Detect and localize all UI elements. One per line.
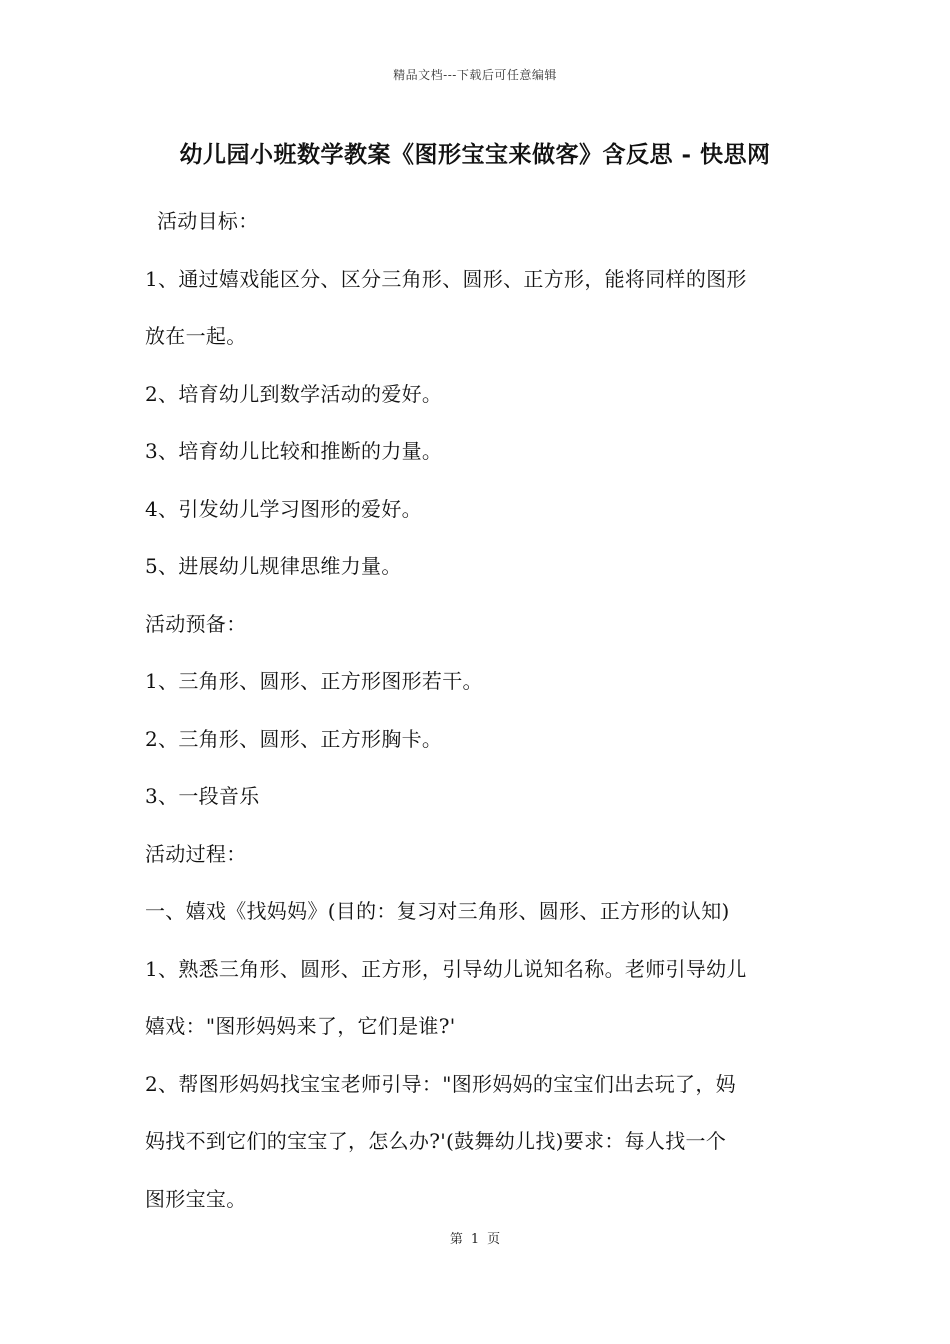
paragraph-line: 4、引发幼儿学习图形的爱好。 bbox=[145, 496, 422, 521]
paragraph-line: 1、通过嬉戏能区分、区分三角形、圆形、正方形，能将同样的图形 bbox=[145, 266, 747, 291]
paragraph-line: 3、培育幼儿比较和推断的力量。 bbox=[145, 439, 443, 463]
paragraph-line: 2、帮图形妈妈找宝宝老师引导："图形妈妈的宝宝们出去玩了，妈 bbox=[145, 1071, 736, 1096]
paragraph-line: 1、熟悉三角形、圆形、正方形，引导幼儿说知名称。老师引导幼儿 bbox=[145, 956, 747, 981]
paragraph-line: 1、三角形、圆形、正方形图形若干。 bbox=[145, 669, 483, 693]
section-heading-process: 活动过程： bbox=[145, 841, 247, 866]
paragraph-line: 2、三角形、圆形、正方形胸卡。 bbox=[145, 726, 443, 751]
paragraph-line: 3、一段音乐 bbox=[145, 784, 260, 808]
paragraph-line: 2、培育幼儿到数学活动的爱好。 bbox=[145, 381, 443, 406]
page-number-prefix: 第 bbox=[449, 1232, 463, 1247]
page-footer bbox=[0, 1228, 950, 1247]
document-body bbox=[145, 200, 815, 1235]
section-heading-objectives: 活动目标： bbox=[157, 209, 259, 233]
page-number: 1 bbox=[470, 1232, 480, 1247]
paragraph-line: 嬉戏："图形妈妈来了，它们是谁?' bbox=[145, 1014, 456, 1038]
paragraph-line: 妈找不到它们的宝宝了，怎么办?'(鼓舞幼儿找)要求：每人找一个 bbox=[145, 1129, 727, 1153]
paragraph-line: 放在一起。 bbox=[145, 324, 247, 348]
paragraph-line: 图形宝宝。 bbox=[145, 1186, 247, 1211]
document-title: 幼儿园小班数学教案《图形宝宝来做客》含反思 - 快思网 bbox=[179, 141, 771, 168]
paragraph-line: 一、嬉戏《找妈妈》(目的：复习对三角形、圆形、正方形的认知) bbox=[145, 899, 730, 923]
section-heading-preparation: 活动预备： bbox=[145, 611, 247, 636]
paragraph-line: 5、进展幼儿规律思维力量。 bbox=[145, 554, 402, 578]
page-number-suffix: 页 bbox=[487, 1232, 501, 1247]
page-header: 精品文档---下载后可任意编辑 bbox=[393, 68, 557, 82]
